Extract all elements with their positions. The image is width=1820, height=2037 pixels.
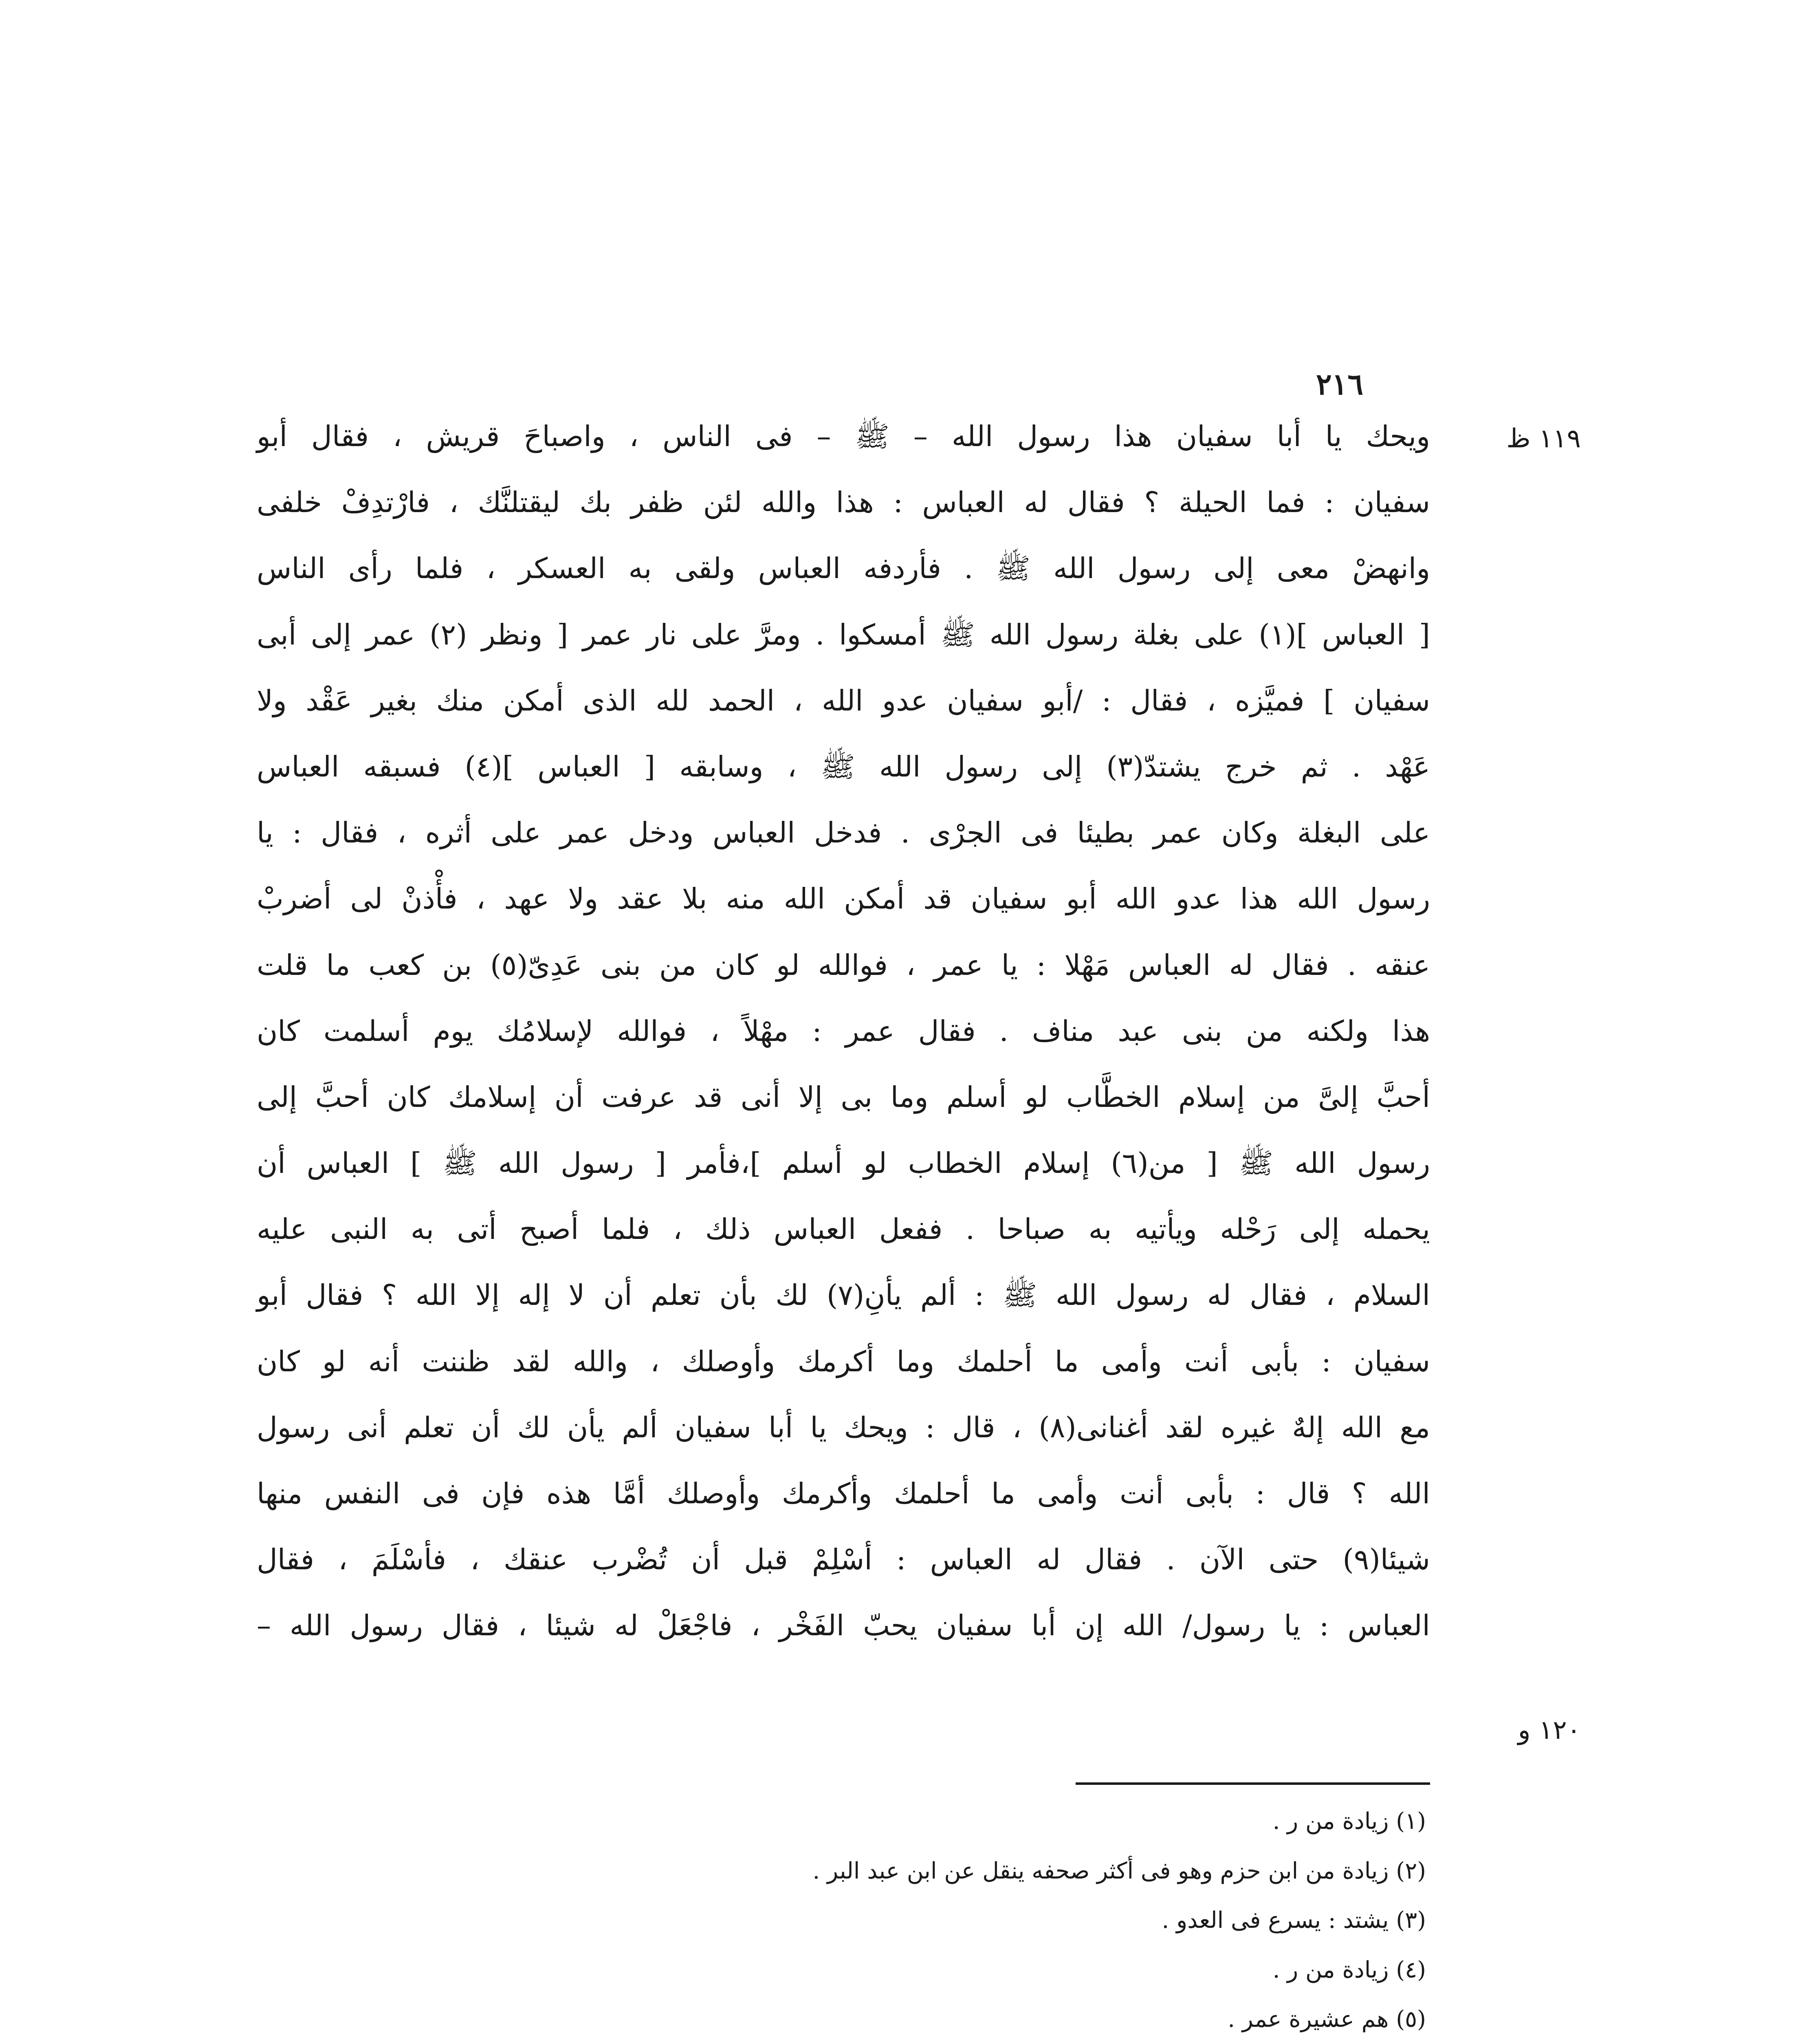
footnote: (٥) هم عشيرة عمر .	[1228, 2006, 1426, 2033]
text-line: الله ؟ قال : بأبى أنت وأمى ما أحلمك وأكرمك وأوصلك أمَّا هذه فإن فى النفس منها	[257, 1477, 1430, 1510]
folio-marker-120-recto: ١٢٠ و	[1518, 1715, 1581, 1745]
text-line: سفيان : فما الحيلة ؟ فقال له العباس : هذا والله لئن ظفر بك ليقتلنَّك ، فارْتدِفْ خلفى	[257, 486, 1430, 519]
text-line: هذا ولكنه من بنى عبد مناف . فقال عمر : مهْلاً ، فوالله لإسلامُك يوم أسلمت كان	[257, 1014, 1430, 1048]
text-line: أحبَّ إلىَّ من إسلام الخطَّاب لو أسلم وما بى إلا أنى قد عرفت أن إسلامك كان أحبَّ إلى	[257, 1080, 1430, 1114]
text-line: على البغلة وكان عمر بطيئا فى الجرْى . فدخل العباس ودخل عمر على أثره ، فقال : يا	[257, 816, 1430, 850]
text-line: العباس : يا رسول/ الله إن أبا سفيان يحبّ الفَخْر ، فاجْعَلْ له شيئا ، فقال رسول الله –	[257, 1609, 1430, 1643]
text-line: سفيان ] فميَّزه ، فقال : /أبو سفيان عدو الله ، الحمد لله الذى أمكن منك بغير عَقْد ولا	[257, 684, 1430, 717]
text-line: وانهضْ معى إلى رسول الله ﷺ . فأردفه العباس ولقى به العسكر ، فلما رأى الناس	[257, 552, 1430, 585]
text-line: عنقه . فقال له العباس مَهْلا : يا عمر ، فوالله لو كان من بنى عَدِىّ(٥) بن كعب ما قلت	[257, 948, 1430, 982]
footnote: (١) زيادة من ر .	[1272, 1808, 1426, 1835]
text-line: يحمله إلى رَحْله ويأتيه به صباحا . ففعل العباس ذلك ، فلما أصبح أتى به النبى عليه	[257, 1212, 1430, 1246]
main-text-block	[257, 403, 1430, 1659]
text-line: [ العباس ](١) على بغلة رسول الله ﷺ أمسكوا . ومرَّ على نار عمر [ ونظر (٢) عمر إلى أبى	[257, 618, 1430, 651]
footnote: (٣) يشتد : يسرع فى العدو .	[1162, 1907, 1426, 1934]
text-line: شيئا(٩) حتى الآن . فقال له العباس : أسْلِمْ قبل أن تُضْرب عنقك ، فأسْلَمَ ، فقال	[257, 1543, 1430, 1577]
text-line: ويحك يا أبا سفيان هذا رسول الله – ﷺ – فى الناس ، واصباحَ قريش ، فقال أبو	[257, 420, 1430, 453]
folio-marker-119-verso: ١١٩ ظ	[1506, 424, 1581, 454]
footnote: (٤) زيادة من ر .	[1272, 1956, 1426, 1983]
text-line: رسول الله هذا عدو الله أبو سفيان قد أمكن الله منه بلا عقد ولا عهد ، فأْذنْ لى أضربْ	[257, 882, 1430, 916]
footnote-separator	[1076, 1782, 1430, 1785]
page-number: ٢١٦	[1316, 367, 1364, 401]
footnote: (٢) زيادة من ابن حزم وهو فى أكثر صحفه ينقل عن ابن عبد البر .	[812, 1857, 1426, 1884]
text-line: رسول الله ﷺ [ من(٦) إسلام الخطاب لو أسلم ]،فأمر [ رسول الله ﷺ ] العباس أن	[257, 1146, 1430, 1180]
text-line: سفيان : بأبى أنت وأمى ما أحلمك وما أكرمك وأوصلك ، والله لقد ظننت أنه لو كان	[257, 1344, 1430, 1378]
text-line: عَهْد . ثم خرج يشتدّ(٣) إلى رسول الله ﷺ ، وسابقه [ العباس ](٤) فسبقه العباس	[257, 750, 1430, 783]
footnotes-block	[489, 1797, 1426, 2037]
text-line: مع الله إلهٌ غيره لقد أغنانى(٨) ، قال : ويحك يا أبا سفيان ألم يأن لك أن تعلم أنى رسول	[257, 1410, 1430, 1444]
text-line: السلام ، فقال له رسول الله ﷺ : ألم يأنِ(٧) لك بأن تعلم أن لا إله إلا الله ؟ فقال أبو	[257, 1278, 1430, 1312]
